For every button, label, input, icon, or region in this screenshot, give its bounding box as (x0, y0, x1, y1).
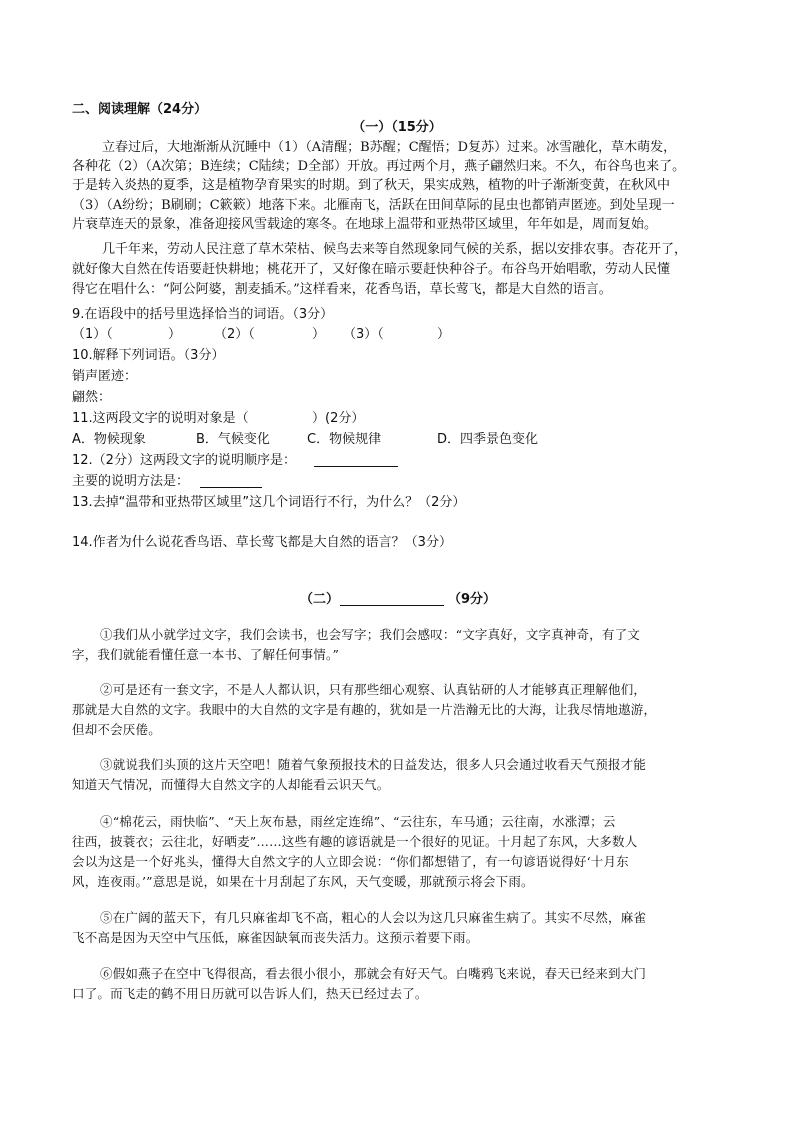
option-d[interactable]: D．四季景色变化 (437, 432, 539, 447)
part2-p2-line-1: ②可是还有一套文字，不是人人都认识，只有那些细心观察、认真钻研的人才能够真正理解他们， (100, 682, 647, 697)
part2-p4-line-4: 风，连夜雨。’”意思是说，如果在十月刮起了东风，天气变暖，那就预示将会下雨。 (72, 874, 534, 889)
question-9-2-close: ） (312, 327, 326, 342)
question-10: 10.解释下列词语。（3分） (72, 348, 225, 363)
question-10-term-b: 翩然： (72, 390, 112, 405)
part2-p4-line-2: 往西，披蓑衣；云往北，好晒麦”……这些有趣的谚语就是一个很好的见证。十月起了东风，大多数人 (72, 834, 638, 849)
part2-p6-line-2: 口了。而飞走的鹤不用日历就可以告诉人们，热天已经过去了。 (72, 986, 428, 1001)
part2-p3-line-1: ③就说我们头顶的这片天空吧！随着气象预报技术的日益发达，很多人只会通过收看天气预报才能 (100, 757, 647, 772)
option-b[interactable]: B．气候变化 (196, 432, 270, 447)
part1-line-2: 各种花（2）（A次第；B连续；C陆续；D全部）开放。再过两个月，燕子翩然归来。不久，布谷鸟也来了。 (72, 159, 686, 174)
part2-heading-prefix: （二） (300, 592, 340, 607)
question-12-answer-blank[interactable] (314, 452, 398, 467)
part2-p1-line-2: 字，我们就能看懂任意一本书、了解任何事情。” (72, 647, 340, 662)
part2-p6-line-1: ⑥假如燕子在空中飞得很高，看去很小很小，那就会有好天气。白嘴鸦飞来说，春天已经来到大门 (100, 966, 647, 981)
question-9-2: （2）（ (214, 327, 255, 342)
part1-line-1: 立春过后，大地渐渐从沉睡中（1）（A清醒；B苏醒；C醒悟；D复苏）过来。冰雪融化，草木萌发， (102, 140, 677, 155)
question-10-term-a: 销声匿迹： (72, 369, 138, 384)
part2-p2-line-2: 那就是大自然的文字。我眼中的大自然的文字是有趣的，犹如是一片浩瀚无比的大海，让我尽情地遨游， (72, 702, 657, 717)
part2-p1-line-1: ①我们从小就学过文字，我们会读书，也会写字；我们会感叹：“文字真好，文字真神奇，有了文 (100, 627, 640, 642)
part2-p5-line-1: ⑤在广阔的蓝天下，有几只麻雀却飞不高，粗心的人会以为这几只麻雀生病了。其实不尽然，麻雀 (100, 910, 647, 925)
question-11: 11.这两段文字的说明对象是（ (72, 411, 249, 426)
option-c[interactable]: C．物候规律 (307, 432, 382, 447)
question-11-close: ）(2分） (312, 411, 365, 426)
part1-line-8: 得它在唱什么：“阿公阿婆，割麦插禾。”这样看来，花香鸟语，草长莺飞，都是大自然的语言。 (72, 282, 612, 297)
part2-heading-suffix: （9分） (448, 592, 497, 607)
question-9-1-close: ） (168, 327, 182, 342)
question-12-method-blank[interactable] (200, 473, 262, 488)
part2-p4-line-3: 会以为这是一个好兆头，懂得大自然文字的人立即会说：“你们都想错了，有一句谚语说得好‘十月东 (72, 854, 629, 869)
part1-line-4: （3）（A纷纷；B刷刷；C簌簌）地落下来。北雁南飞，活跃在田间草际的昆虫也都销声匿迹。到处呈现一 (72, 198, 675, 213)
part2-title-blank[interactable] (340, 591, 444, 606)
part1-line-7: 就好像大自然在传语要赶快耕地；桃花开了，又好像在暗示要赶快种谷子。布谷鸟开始唱歌，劳动人民懂 (72, 262, 671, 277)
question-9-3-close: ） (437, 327, 451, 342)
part2-p5-line-2: 飞不高是因为天空中气压低，麻雀因缺氧而丧失活力。这预示着要下雨。 (72, 930, 479, 945)
part2-p3-line-2: 知道天气情况，而懂得大自然文字的人却能看云识天气。 (72, 777, 390, 792)
question-13: 13.去掉“温带和亚热带区域里”这几个词语行不行，为什么？（2分） (72, 495, 466, 510)
part1-line-3: 于是转入炎热的夏季，这是植物孕育果实的时期。到了秋天，果实成熟，植物的叶子渐渐变黄，在秋风中 (72, 178, 671, 193)
part1-line-5: 片衰草连天的景象，准备迎接风雪载途的寒冬。在地球上温带和亚热带区域里，年年如是，周而复始。 (72, 217, 658, 232)
section-title: 二、阅读理解（24分） (72, 102, 208, 117)
part2-p4-line-1: ④“棉花云，雨快临”、“天上灰布悬，雨丝定连绵”、“云往东，车马通；云往南，水涨潭；云 (100, 814, 616, 829)
question-9-3: （3）（ (343, 327, 384, 342)
part2-p2-line-3: 但却不会厌倦。 (72, 722, 161, 737)
option-a[interactable]: A．物候现象 (72, 432, 146, 447)
question-9-1: （1）（ (72, 327, 113, 342)
question-9: 9.在语段中的括号里选择恰当的词语。（3分） (72, 307, 334, 322)
part1-heading: （一）（15分） (352, 120, 442, 135)
question-12: 12.（2分）这两段文字的说明顺序是： (72, 453, 296, 468)
question-12-method: 主要的说明方法是： (72, 474, 190, 489)
question-14: 14.作者为什么说花香鸟语、草长莺飞都是大自然的语言？（3分） (72, 535, 452, 550)
part1-line-6: 几千年来，劳动人民注意了草木荣枯、候鸟去来等自然现象同气候的关系，据以安排农事。杏花开了， (102, 242, 688, 257)
